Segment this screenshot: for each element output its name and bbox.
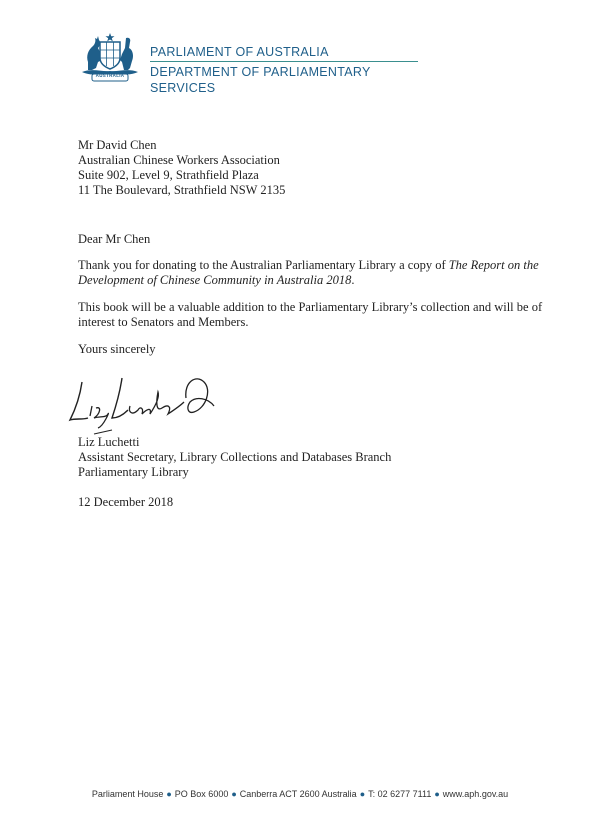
- footer-address-house: Parliament House: [91, 789, 164, 799]
- signatory-title: Assistant Secretary, Library Collections and Databases Branch: [78, 450, 392, 464]
- footer: [0, 789, 600, 799]
- recipient-address-line2: 11 The Boulevard, Strathfield NSW 2135: [78, 183, 286, 197]
- footer-address-pobox: PO Box 6000: [174, 789, 229, 799]
- footer-phone: T: 02 6277 7111: [368, 789, 432, 799]
- footer-separator: ●: [166, 789, 172, 799]
- letter-date: 12 December 2018: [78, 495, 174, 509]
- letterhead-text: [150, 44, 418, 96]
- book-title: The Report on the Development of Chinese Community in Australia 2018: [78, 258, 539, 287]
- recipient-address: [78, 138, 285, 198]
- letterhead-line1: PARLIAMENT OF AUSTRALIA: [150, 45, 329, 59]
- crest-motto: AUSTRALIA: [95, 73, 125, 78]
- letterhead-rule: [150, 61, 418, 62]
- recipient-address-line1: Suite 902, Level 9, Strathfield Plaza: [78, 168, 259, 182]
- recipient-name: Mr David Chen: [78, 138, 157, 152]
- salutation: Dear Mr Chen: [78, 232, 151, 246]
- signatory-name: Liz Luchetti: [78, 435, 140, 449]
- letterhead: [78, 32, 418, 95]
- footer-address-city: Canberra ACT 2600 Australia: [239, 789, 357, 799]
- footer-separator: ●: [359, 789, 366, 799]
- body-paragraph-2: This book will be a valuable addition to the Parliamentary Library’s collection and will be of interest to Senators and Members.: [78, 300, 543, 329]
- body-paragraph-1-text: Thank you for donating to the Australian Parliamentary Library a copy of: [78, 258, 449, 272]
- footer-website: www.aph.gov.au: [442, 789, 509, 799]
- signature-block: [78, 435, 391, 510]
- footer-separator: ●: [434, 789, 440, 799]
- signatory-organisation: Parliamentary Library: [78, 465, 189, 479]
- footer-separator: ●: [231, 789, 237, 799]
- body-paragraph-1-end: .: [351, 273, 355, 287]
- body-paragraph-1: [78, 258, 548, 288]
- recipient-organisation: Australian Chinese Workers Association: [78, 153, 280, 167]
- letterhead-line2: DEPARTMENT OF PARLIAMENTARY SERVICES: [150, 65, 371, 95]
- closing: Yours sincerely: [78, 342, 156, 356]
- handwritten-signature: [64, 368, 244, 438]
